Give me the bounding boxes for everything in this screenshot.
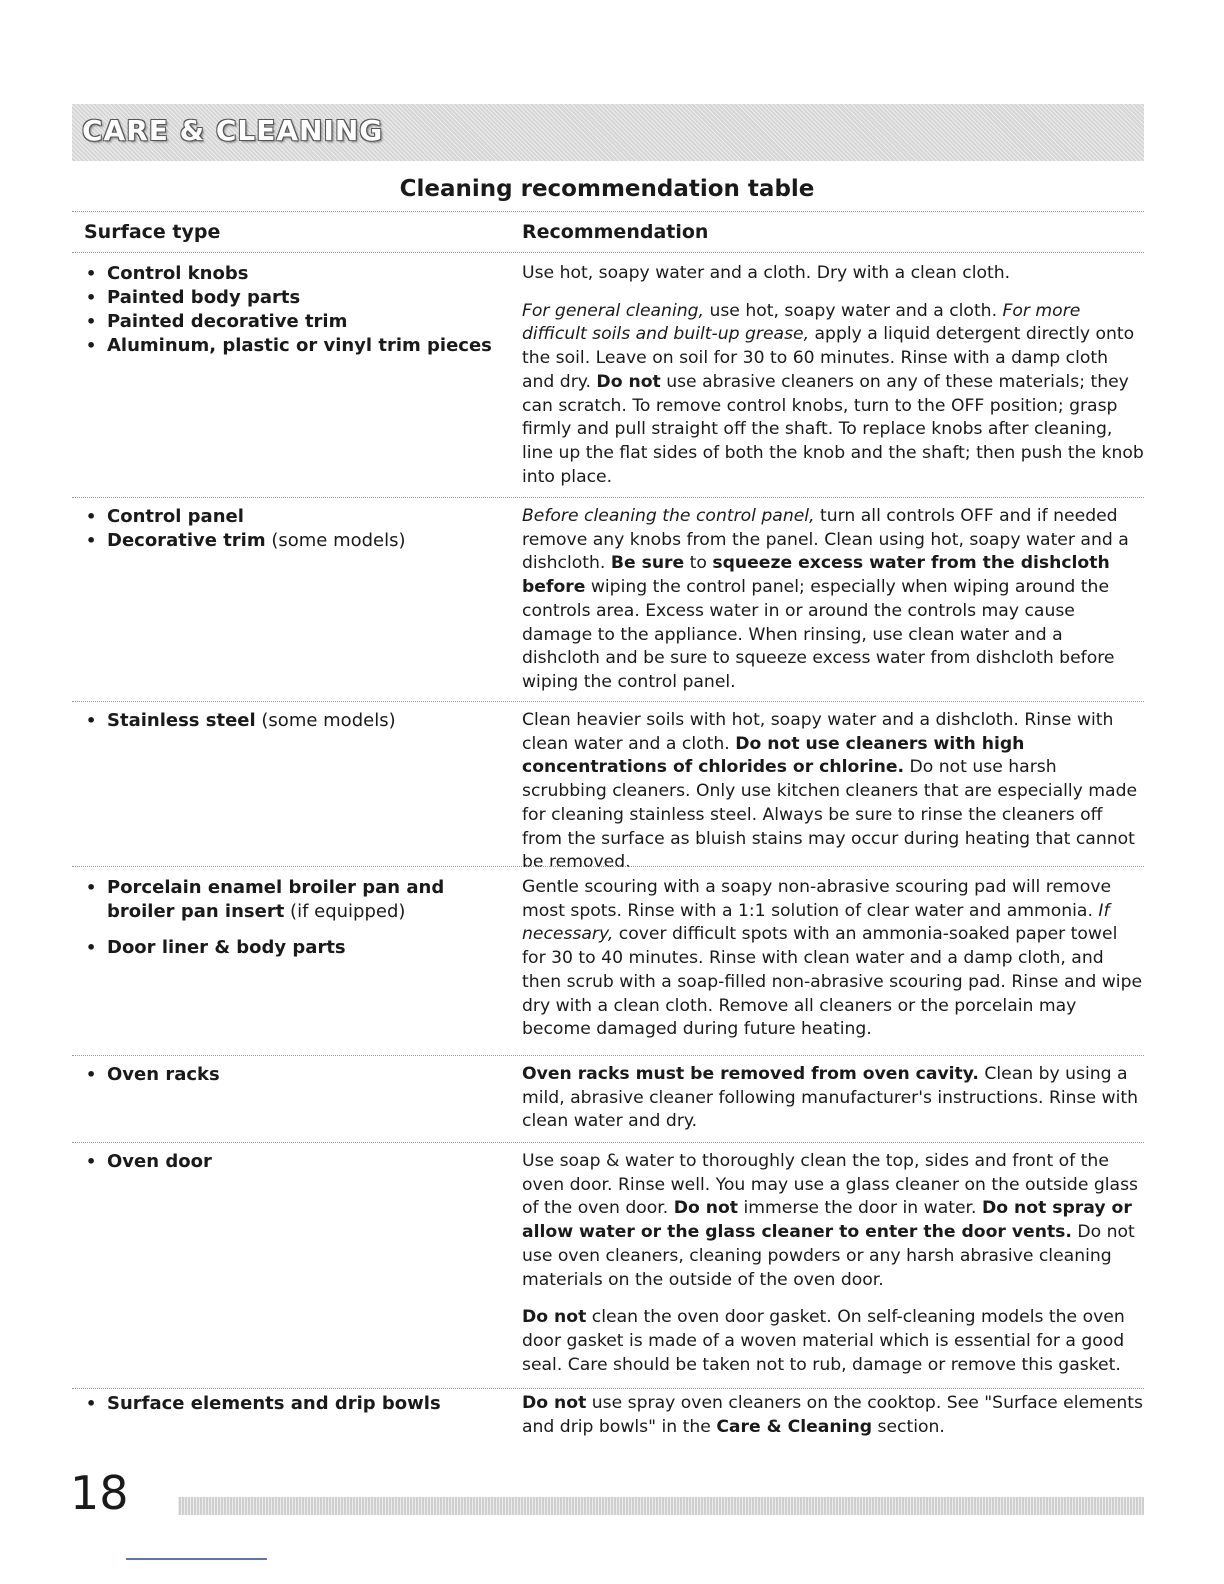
text-run: Clean by using a mild, abrasive cleaner following manufacturer's instructions. Rinse with clean water and dry. bbox=[522, 1064, 1139, 1132]
text-run: turn all controls OFF and if needed remove any knobs from the panel. Clean using hot, soapy water and a dishcloth. bbox=[522, 506, 1129, 574]
recommendation-paragraph bbox=[522, 876, 1144, 1042]
row-divider bbox=[72, 1055, 1144, 1056]
emphasis-italic: For general cleaning, bbox=[522, 300, 704, 321]
emphasis-bold: Do not bbox=[596, 371, 661, 392]
page-number: 18 bbox=[70, 1466, 129, 1520]
surface-item bbox=[84, 334, 512, 358]
emphasis-bold: squeeze excess water from the dishcloth before bbox=[522, 553, 1110, 598]
row-divider bbox=[72, 701, 1144, 702]
emphasis-italic: Before cleaning the control panel, bbox=[522, 506, 815, 526]
surface-label: Surface elements and drip bowls bbox=[107, 1393, 441, 1414]
recommendation-cell bbox=[522, 876, 1144, 1056]
text-run: Clean heavier soils with hot, soapy water and a dishcloth. Rinse with clean water and a cloth. bbox=[522, 710, 1114, 754]
emphasis-bold: Be sure bbox=[610, 553, 685, 574]
surface-type-cell bbox=[84, 1150, 512, 1174]
recommendation-paragraph bbox=[522, 1150, 1144, 1292]
recommendation-paragraph bbox=[522, 1392, 1144, 1439]
emphasis-bold: Do not spray or allow water or the glass cleaner to enter the door vents. bbox=[522, 1198, 1132, 1243]
row-divider bbox=[72, 1388, 1144, 1389]
surface-item bbox=[84, 310, 512, 334]
surface-note: (if equipped) bbox=[284, 901, 406, 922]
text-run: Do not use harsh scrubbing cleaners. Only use kitchen cleaners that are especially made for cleaning stainless steel. Always be sure to rinse the cleaners off from the surface as bluish stains may occur during heating that cannot be removed. bbox=[522, 757, 1138, 873]
text-run: section. bbox=[872, 1416, 945, 1437]
surface-note: (some models) bbox=[255, 710, 396, 731]
surface-type-cell bbox=[84, 709, 512, 733]
surface-item bbox=[84, 709, 512, 733]
surface-label: Oven door bbox=[107, 1151, 212, 1172]
surface-type-cell bbox=[84, 505, 512, 553]
recommendation-paragraph bbox=[522, 262, 1144, 286]
surface-label: Painted body parts bbox=[107, 287, 301, 308]
recommendation-paragraph bbox=[522, 1306, 1144, 1377]
recommendation-cell bbox=[522, 1392, 1144, 1453]
text-run: use hot, soapy water and a cloth. bbox=[704, 300, 1003, 321]
surface-label: Decorative trim bbox=[107, 530, 266, 551]
text-run: Do not use oven cleaners, cleaning powders or any harsh abrasive cleaning materials on the outside of the oven door. bbox=[522, 1222, 1135, 1290]
recommendation-cell bbox=[522, 709, 1144, 889]
bottom-rule bbox=[126, 1558, 267, 1560]
recommendation-paragraph bbox=[522, 1063, 1144, 1134]
text-run: apply a liquid detergent directly onto the soil. Leave on soil for 30 to 60 minutes. Rinse with a damp cloth and dry. bbox=[522, 324, 1135, 392]
emphasis-bold: Oven racks must be removed from oven cavity. bbox=[522, 1064, 979, 1084]
text-run: Use soap & water to thoroughly clean the top, sides and front of the oven door. Rinse well. You may use a glass cleaner on the outside glass of the oven door. bbox=[522, 1151, 1138, 1219]
surface-label: Control panel bbox=[107, 506, 244, 527]
table-top-rule bbox=[72, 211, 1144, 212]
emphasis-bold: Care & Cleaning bbox=[716, 1416, 873, 1437]
surface-item bbox=[84, 1392, 512, 1416]
surface-label: Porcelain enamel broiler pan and broiler pan insert bbox=[107, 877, 445, 922]
text-run: Use hot, soapy water and a cloth. Dry with a clean cloth. bbox=[522, 263, 1011, 283]
text-run: cover difficult spots with an ammonia-soaked paper towel for 30 to 40 minutes. Rinse with clean water and a damp cloth, and then scrub with a soap-filled non-abrasive scouring pad. Rinse and wipe dry with a clean cloth. Remove all cleaners or the porcelain may become damaged during future heating. bbox=[522, 924, 1143, 1040]
surface-item bbox=[84, 876, 512, 924]
header-bottom-rule bbox=[72, 252, 1144, 253]
surface-type-cell bbox=[84, 1392, 512, 1416]
surface-type-cell bbox=[84, 262, 512, 358]
text-run: Gentle scouring with a soapy non-abrasive scouring pad will remove most spots. Rinse with a 1:1 solution of clear water and ammonia. bbox=[522, 877, 1112, 921]
emphasis-italic: For more difficult soils and built-up grease, bbox=[522, 300, 1081, 345]
row-divider bbox=[72, 1142, 1144, 1143]
surface-type-cell bbox=[84, 876, 512, 960]
text-run: wiping the control panel; especially when wiping around the controls area. Excess water in or around the controls may cause damage to the appliance. When rinsing, use clean water and a dishcloth and be sure to squeeze excess water from dishcloth before wiping the control panel. bbox=[522, 577, 1115, 692]
surface-item bbox=[84, 936, 512, 960]
emphasis-bold: Do not bbox=[522, 1393, 587, 1413]
emphasis-bold: Do not bbox=[522, 1307, 587, 1328]
surface-item bbox=[84, 505, 512, 529]
table-title: Cleaning recommendation table bbox=[399, 176, 815, 202]
surface-label: Oven racks bbox=[107, 1064, 220, 1085]
surface-label: Stainless steel bbox=[107, 710, 256, 731]
recommendation-cell bbox=[522, 1063, 1144, 1148]
surface-label: Aluminum, plastic or vinyl trim pieces bbox=[107, 335, 492, 356]
surface-label: Control knobs bbox=[107, 263, 249, 284]
section-title: CARE & CLEANING bbox=[82, 114, 384, 147]
row-divider bbox=[72, 497, 1144, 498]
surface-type-cell bbox=[84, 1063, 512, 1087]
recommendation-paragraph bbox=[522, 505, 1144, 695]
surface-item bbox=[84, 262, 512, 286]
surface-item bbox=[84, 1063, 512, 1087]
recommendation-cell bbox=[522, 505, 1144, 709]
emphasis-bold: Do not use cleaners with high concentrations of chlorides or chlorine. bbox=[522, 733, 1025, 778]
text-run: immerse the door in water. bbox=[738, 1198, 982, 1219]
text-run: clean the oven door gasket. On self-cleaning models the oven door gasket is made of a woven material which is essential for a good seal. Care should be taken not to rub, damage or remove this gasket. bbox=[522, 1307, 1125, 1375]
recommendation-paragraph bbox=[522, 709, 1144, 875]
surface-label: Door liner & body parts bbox=[107, 937, 346, 958]
surface-item bbox=[84, 529, 512, 553]
surface-label: Painted decorative trim bbox=[107, 311, 348, 332]
surface-item bbox=[84, 286, 512, 310]
row-divider bbox=[72, 866, 1144, 867]
column-header-recommendation: Recommendation bbox=[522, 221, 709, 243]
column-header-surface: Surface type bbox=[84, 221, 221, 243]
section-header-band bbox=[72, 104, 1144, 161]
emphasis-bold: Do not bbox=[673, 1198, 739, 1219]
recommendation-paragraph bbox=[522, 300, 1144, 490]
footer-band bbox=[178, 1497, 1144, 1515]
text-run: use spray oven cleaners on the cooktop. See "Surface elements and drip bowls" in the bbox=[522, 1393, 1143, 1437]
surface-item bbox=[84, 1150, 512, 1174]
surface-note: (some models) bbox=[265, 530, 406, 551]
recommendation-cell bbox=[522, 262, 1144, 503]
text-run: use abrasive cleaners on any of these materials; they can scratch. To remove control knobs, turn to the OFF position; grasp firmly and pull straight off the shaft. To replace knobs after cleaning, line up the flat sides of both the knob and the shaft; then push the knob into place. bbox=[522, 371, 1144, 487]
recommendation-cell bbox=[522, 1150, 1144, 1391]
emphasis-italic: If necessary, bbox=[522, 900, 1110, 945]
text-run: to bbox=[684, 553, 713, 574]
